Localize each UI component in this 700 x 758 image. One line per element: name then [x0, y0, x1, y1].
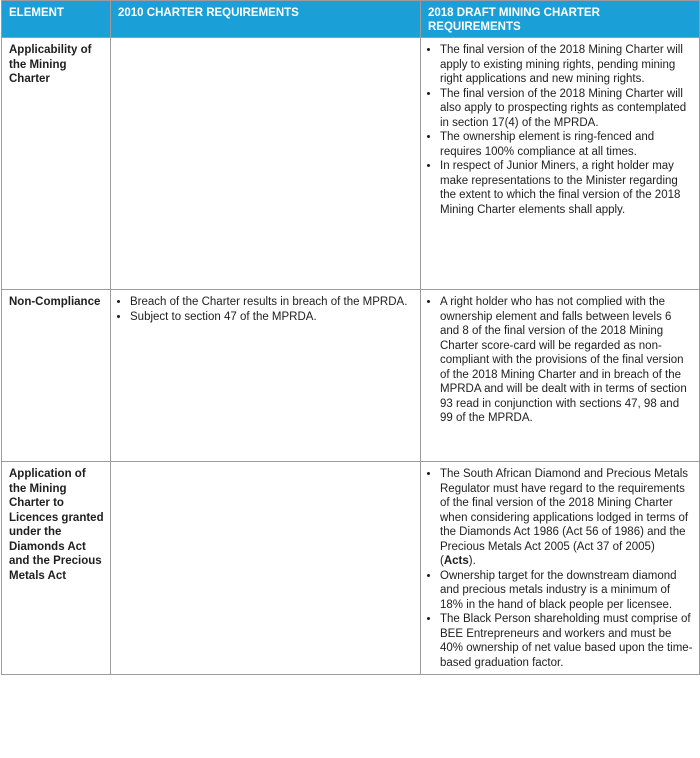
- list-item: • A right holder who has not complied with the ownership element and falls between levels 6 and 8 of the final version of the 2018 Mining Charter score-card will be regarded as non-compliant with the provisions of the final version of the 2018 Mining Charter and in breach of the MPRDA and will be dealt with in terms of section 93 read in conjunction with sections 47, 98 and 99 of the MPRDA.: [440, 295, 693, 426]
- table-row: [2, 290, 700, 462]
- defined-term: Acts: [443, 555, 469, 567]
- list-item: • The Black Person shareholding must comprise of BEE Entrepreneurs and workers and must be 40% ownership of net value based upon the time-based graduation factor.: [440, 612, 693, 670]
- list-item-text: The South African Diamond and Precious Metals Regulator must have regard to the requirements of the final version of the 2018 Mining Charter when considering applications lodged in terms of the Diamonds Act 1986 (Act 56 of 1986) and the Precious Metals Act 2005 (Act 37 of 2005) (: [440, 468, 689, 567]
- header-2010: 2010 CHARTER REQUIREMENTS: [111, 1, 421, 38]
- list-item: • In respect of Junior Miners, a right holder may make representations to the Minister regarding the extent to which the final version of the 2018 Mining Charter elements shall apply.: [440, 159, 693, 217]
- table-row: [2, 462, 700, 675]
- req-2010-cell: [111, 290, 421, 462]
- req-2018-cell: [421, 38, 700, 290]
- table-row: [2, 38, 700, 290]
- req-2010-cell: [111, 462, 421, 675]
- req-2018-cell: [421, 290, 700, 462]
- header-element: ELEMENT: [2, 1, 111, 38]
- list-item: • The final version of the 2018 Mining Charter will also apply to prospecting rights as contemplated in section 17(4) of the MPRDA.: [440, 87, 693, 131]
- list-item: [440, 467, 693, 569]
- req-2018-cell: [421, 462, 700, 675]
- list-item: • Ownership target for the downstream diamond and precious metals industry is a minimum of 18% in the hand of black people per licensee.: [440, 569, 693, 613]
- element-cell: Non-Compliance: [2, 290, 111, 462]
- element-cell: Applicability of the Mining Charter: [2, 38, 111, 290]
- header-row: [2, 1, 700, 38]
- header-2018: 2018 DRAFT MINING CHARTER REQUIREMENTS: [421, 1, 700, 38]
- list-item: • The ownership element is ring-fenced and requires 100% compliance at all times.: [440, 130, 693, 159]
- list-item: • The final version of the 2018 Mining Charter will apply to existing mining rights, pending mining right applications and new mining rights.: [440, 43, 693, 87]
- req-2010-cell: [111, 38, 421, 290]
- list-item: • Subject to section 47 of the MPRDA.: [130, 310, 414, 325]
- list-item-tail: ).: [468, 555, 476, 567]
- element-cell: Application of the Mining Charter to Licences granted under the Diamonds Act and the Precious Metals Act: [2, 462, 111, 675]
- charter-comparison-table: [1, 0, 700, 675]
- list-item: • Breach of the Charter results in breach of the MPRDA.: [130, 295, 414, 310]
